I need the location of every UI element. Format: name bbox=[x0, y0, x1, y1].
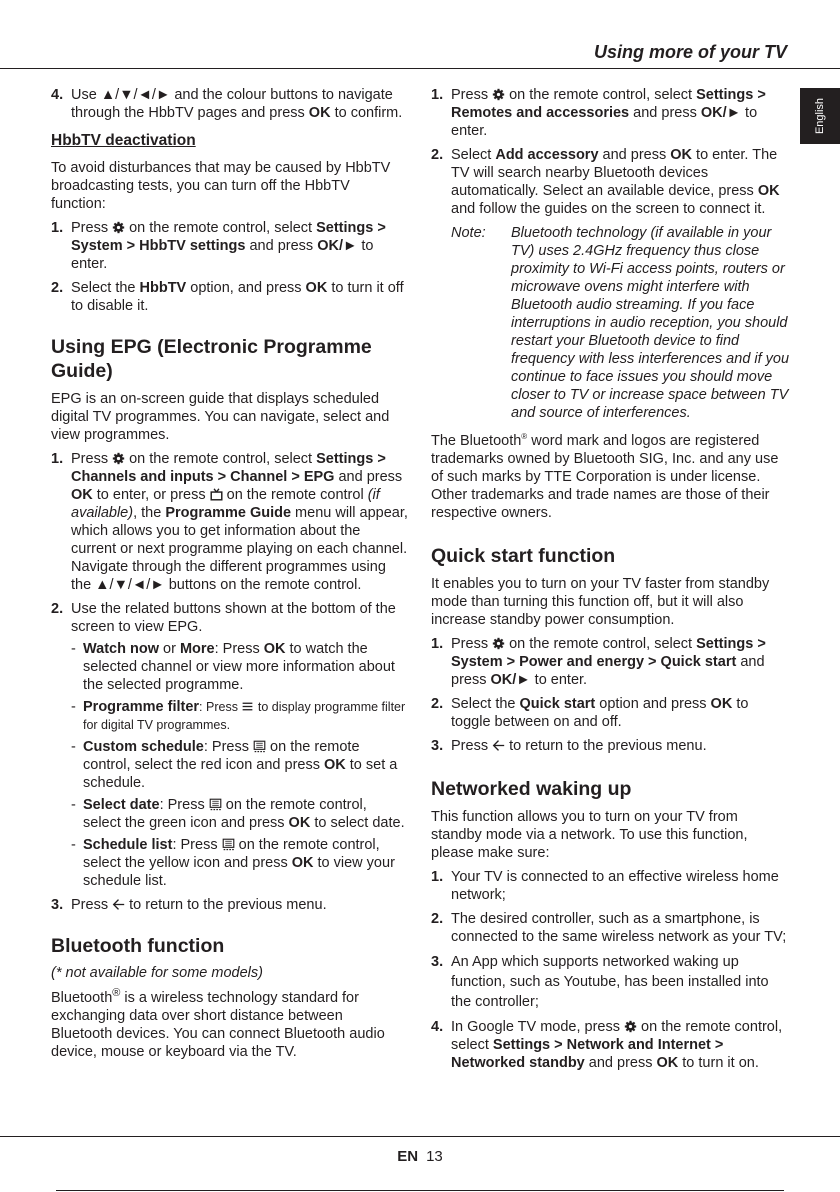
text: is a wireless technology standard for exchanging data over short distance between Bluetooth devices. You can connect Bluetooth audio device, mouse or keyboard via the TV. bbox=[51, 990, 385, 1060]
paragraph: EPG is an on-screen guide that displays scheduled digital TV programmes. You can navigate, select and view programmes. bbox=[51, 391, 390, 443]
section-heading-bluetooth: Bluetooth function bbox=[51, 935, 225, 957]
text: option, and press bbox=[186, 280, 306, 296]
text: and press bbox=[629, 105, 701, 121]
item-number: 3. bbox=[431, 738, 444, 754]
item-number: 1. bbox=[431, 869, 444, 885]
text: and press bbox=[584, 1055, 657, 1071]
sub-list-item bbox=[71, 796, 408, 832]
item-number: 2. bbox=[431, 911, 444, 927]
back-arrow-icon bbox=[112, 898, 125, 911]
list-item bbox=[431, 635, 791, 689]
item-number: 1. bbox=[51, 220, 64, 236]
page-header-title: Using more of your TV bbox=[593, 42, 787, 62]
text-bold: OK/► bbox=[700, 105, 742, 121]
text: to enter. bbox=[71, 238, 374, 272]
text: Press bbox=[451, 738, 493, 754]
list-item bbox=[51, 86, 408, 122]
text: The desired controller, such as a smartphone, is connected to the same wireless network as your TV; bbox=[451, 911, 787, 945]
text-bold: Custom schedule bbox=[83, 739, 204, 755]
text: word mark and logos are registered trademarks owned by Bluetooth SIG, Inc. and any use of such marks by TTE Corporation is under license. Other trademarks and trade names are those of their respective owners. bbox=[431, 433, 779, 521]
teletext-icon bbox=[209, 798, 222, 811]
language-tab bbox=[800, 88, 840, 144]
teletext-icon bbox=[253, 740, 266, 753]
text-bold: OK bbox=[305, 280, 328, 296]
footer-rule bbox=[0, 1136, 840, 1137]
text: Select bbox=[451, 147, 496, 163]
text: : Press bbox=[203, 739, 254, 755]
text: Select the bbox=[71, 280, 140, 296]
gear-icon bbox=[112, 452, 125, 465]
tv-guide-icon bbox=[210, 488, 223, 501]
section-heading-hbbtv: HbbTV deactivation bbox=[51, 132, 196, 149]
gear-icon bbox=[492, 88, 505, 101]
list-item bbox=[431, 86, 791, 140]
text: to display programme filter for digital TV programmes. bbox=[83, 700, 406, 732]
text-bold: Settings > System > Power and energy > Quick start bbox=[451, 636, 766, 670]
text-bold: Schedule list bbox=[83, 837, 173, 853]
section-heading-networked-waking: Networked waking up bbox=[431, 778, 632, 800]
text: to enter. bbox=[530, 672, 588, 688]
right-column bbox=[431, 86, 791, 1078]
text: Press bbox=[451, 636, 493, 652]
text-bold: OK bbox=[656, 1055, 679, 1071]
item-number: 4. bbox=[51, 87, 64, 103]
text-bold: More bbox=[179, 641, 215, 657]
text: and follow the guides on the screen to connect it. bbox=[451, 201, 766, 217]
item-number: 1. bbox=[431, 87, 444, 103]
text: option and press bbox=[595, 696, 711, 712]
text: to return to the previous menu. bbox=[505, 738, 707, 754]
text: Select the bbox=[451, 696, 520, 712]
text: Use the related buttons shown at the bottom of the screen to view EPG. bbox=[71, 601, 396, 635]
list-item bbox=[431, 1018, 791, 1072]
text-bold: OK bbox=[263, 641, 286, 657]
item-number: 2. bbox=[51, 280, 64, 296]
bluetooth-note bbox=[451, 224, 791, 422]
gear-icon bbox=[492, 637, 505, 650]
text: on the remote control, select bbox=[451, 1019, 783, 1053]
language-tab-label: English bbox=[813, 97, 826, 135]
text-bold: HbbTV bbox=[139, 280, 187, 296]
text: on the remote control, select bbox=[125, 451, 317, 467]
list-item bbox=[51, 600, 408, 636]
text: to enter. bbox=[451, 105, 758, 139]
page-number bbox=[0, 1148, 840, 1166]
text: Press bbox=[71, 897, 113, 913]
text: on the remote control, select bbox=[505, 636, 697, 652]
text: Bluetooth bbox=[51, 990, 113, 1006]
text-bold: Settings > Channels and inputs > Channel > EPG bbox=[71, 451, 386, 485]
text: to watch the selected channel or view more information about the selected programme. bbox=[83, 641, 395, 693]
sub-list-item bbox=[71, 836, 408, 890]
list-item bbox=[431, 868, 791, 904]
list-item bbox=[431, 737, 791, 755]
list-item bbox=[51, 450, 408, 594]
text: The Bluetooth bbox=[431, 433, 522, 449]
trademark-paragraph bbox=[431, 428, 791, 522]
text: on the remote control bbox=[222, 487, 368, 503]
text: : Press bbox=[172, 837, 222, 853]
text-bold: Settings > System > HbbTV settings bbox=[71, 220, 386, 254]
sub-list-item bbox=[71, 698, 408, 734]
text-bold: OK bbox=[757, 183, 780, 199]
left-column bbox=[51, 86, 408, 1061]
text: and press bbox=[334, 469, 403, 485]
text: on the remote control, select bbox=[125, 220, 317, 236]
gear-icon bbox=[624, 1020, 637, 1033]
item-number: 2. bbox=[51, 601, 64, 617]
text: to enter. The TV will search nearby Bluetooth devices automatically. Select an available device, press bbox=[451, 147, 778, 199]
item-number: 1. bbox=[51, 451, 64, 467]
teletext-icon bbox=[222, 838, 235, 851]
text: Your TV is connected to an effective wireless home network; bbox=[451, 869, 779, 903]
text: : Press bbox=[214, 641, 264, 657]
text-bold: OK bbox=[670, 147, 693, 163]
item-number: 4. bbox=[431, 1019, 444, 1035]
item-number: 3. bbox=[431, 954, 444, 970]
item-number: 1. bbox=[431, 636, 444, 652]
gear-icon bbox=[112, 221, 125, 234]
text: to return to the previous menu. bbox=[125, 897, 327, 913]
text: to turn it on. bbox=[678, 1055, 759, 1071]
back-arrow-icon bbox=[492, 739, 505, 752]
header-rule bbox=[0, 68, 840, 69]
text-bold: Quick start bbox=[519, 696, 596, 712]
list-item bbox=[51, 896, 408, 914]
item-number: 3. bbox=[51, 897, 64, 913]
text-bold: OK bbox=[308, 105, 331, 121]
text: and press bbox=[451, 654, 765, 688]
text: Use ▲/▼/◄/► and the colour buttons to navigate through the HbbTV pages and press bbox=[71, 87, 393, 121]
availability-note: (* not available for some models) bbox=[51, 965, 263, 981]
text: , the bbox=[133, 505, 166, 521]
note-label: Note: bbox=[451, 225, 486, 241]
text-bold: OK/► bbox=[317, 238, 358, 254]
text-bold: OK/► bbox=[490, 672, 531, 688]
text-italic: (if available) bbox=[71, 487, 380, 521]
footer-page-number: 13 bbox=[426, 1148, 443, 1165]
list-item bbox=[51, 219, 408, 273]
text: Press bbox=[71, 220, 113, 236]
text: to confirm. bbox=[330, 105, 403, 121]
text-bold: OK bbox=[288, 815, 311, 831]
text-bold: Settings > Network and Internet > Networked standby bbox=[451, 1037, 724, 1071]
text-bold: OK bbox=[324, 757, 346, 773]
paragraph: This function allows you to turn on your TV from standby mode via a network. To use this function, please make sure: bbox=[431, 809, 748, 861]
sub-list-item bbox=[71, 640, 408, 694]
text: In Google TV mode, press bbox=[451, 1019, 625, 1035]
text: menu will appear, which allows you to get information about the current or next programme playing on each channel. Navigate through the different programmes using the ▲/▼/◄/► buttons on the remote control. bbox=[71, 505, 408, 593]
text: Press bbox=[451, 87, 493, 103]
list-item bbox=[431, 146, 791, 218]
paragraph bbox=[51, 984, 408, 1061]
text: An App which supports networked waking up function, such as Youtube, has been installed into the controller; bbox=[451, 954, 769, 1010]
text-bold: OK bbox=[71, 487, 93, 503]
text: on the remote control, select the yellow icon and press bbox=[83, 837, 380, 871]
text-bold: OK bbox=[710, 696, 733, 712]
text-bold: OK bbox=[291, 855, 314, 871]
text-bold: Watch now bbox=[83, 641, 159, 657]
text: and press bbox=[598, 147, 671, 163]
list-item bbox=[51, 279, 408, 315]
text: to set a schedule. bbox=[83, 757, 398, 791]
text-bold: Select date bbox=[83, 797, 160, 813]
note-text: Bluetooth technology (if available in your TV) uses 2.4GHz frequency thus close proximity to Wi-Fi access points, routers or microwave ovens might interfere with Bluetooth audio streaming. If you face interruptions in audio reception, you should restart your Bluetooth device to find frequency with less interferences and if you continue to face issues you should move closer to TV or increase space between TV and source of interferences. bbox=[511, 225, 790, 421]
text: to select date. bbox=[310, 815, 405, 831]
text-bold: Programme Guide bbox=[165, 505, 292, 521]
menu-lines-icon bbox=[241, 700, 254, 713]
text: : Press bbox=[199, 700, 242, 714]
footer-bottom-rule bbox=[56, 1190, 784, 1191]
text-bold: Add accessory bbox=[495, 147, 599, 163]
list-item bbox=[431, 695, 791, 731]
paragraph: It enables you to turn on your TV faster from standby mode than turning this function off, but it will also increase standby power consumption. bbox=[431, 576, 770, 628]
text: to turn it off to disable it. bbox=[71, 280, 404, 314]
item-number: 2. bbox=[431, 147, 444, 163]
list-item bbox=[431, 952, 791, 1012]
item-number: 2. bbox=[431, 696, 444, 712]
section-heading-epg: Using EPG (Electronic Programme Guide) bbox=[51, 336, 372, 382]
text-bold: Programme filter bbox=[83, 699, 200, 715]
text: to enter, or press bbox=[92, 487, 210, 503]
registered-mark: ® bbox=[521, 432, 528, 441]
sub-list-item bbox=[71, 738, 408, 792]
text: on the remote control, select the green icon and press bbox=[83, 797, 367, 831]
text-bold: Settings > Remotes and accessories bbox=[451, 87, 766, 121]
text: on the remote control, select the red icon and press bbox=[83, 739, 360, 773]
paragraph: To avoid disturbances that may be caused by HbbTV broadcasting tests, you can turn off the HbbTV function: bbox=[51, 160, 391, 212]
list-item bbox=[431, 910, 791, 946]
text: Press bbox=[71, 451, 113, 467]
text: : Press bbox=[159, 797, 209, 813]
text: and press bbox=[245, 238, 318, 254]
text: to view your schedule list. bbox=[83, 855, 395, 889]
registered-mark: ® bbox=[112, 987, 121, 999]
text: on the remote control, select bbox=[505, 87, 697, 103]
text: to toggle between on and off. bbox=[451, 696, 749, 730]
section-heading-quick-start: Quick start function bbox=[431, 545, 616, 567]
text: or bbox=[158, 641, 180, 657]
footer-language: EN bbox=[397, 1148, 419, 1165]
